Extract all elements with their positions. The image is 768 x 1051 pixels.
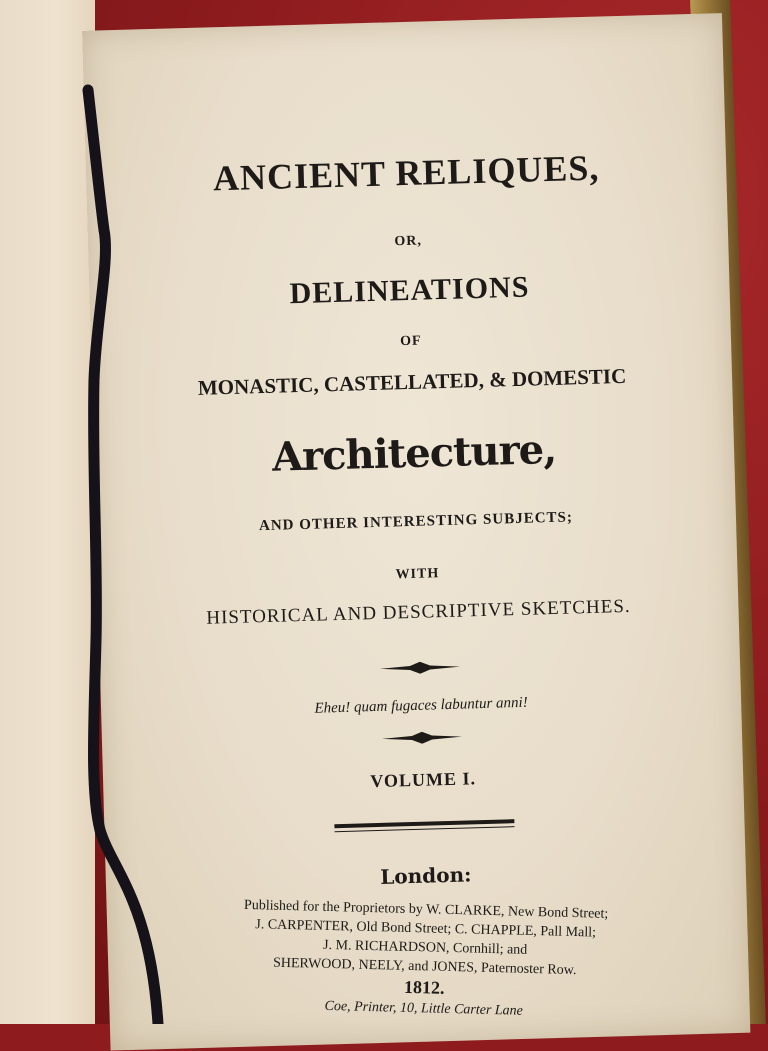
- book-subtitle: DELINEATIONS: [289, 270, 530, 311]
- title-page: [82, 13, 750, 1050]
- latin-motto: Eheu! quam fugaces labuntur anni!: [314, 694, 528, 717]
- imprint-place: London:: [379, 862, 472, 889]
- subtitle-line-monastic: MONASTIC, CASTELLATED, & DOMESTIC: [197, 363, 627, 400]
- imprint-year: 1812.: [403, 976, 445, 998]
- title-page-text: [82, 13, 750, 1030]
- ribbon-bookmark: [0, 0, 180, 1024]
- subtitle-line-other: AND OTHER INTERESTING SUBJECTS;: [258, 509, 574, 535]
- imprint-line: J. CARPENTER, Old Bond Street; C. CHAPPLE, Pall Mall;: [255, 917, 597, 941]
- title-or: OR,: [394, 233, 423, 250]
- double-rule: [334, 819, 514, 832]
- imprint-line: Published for the Proprietors by W. CLARKE, New Bond Street;: [243, 897, 609, 922]
- imprint-line: J. M. RICHARDSON, Cornhill; and: [322, 937, 528, 958]
- title-of: OF: [399, 333, 422, 350]
- volume-label: VOLUME I.: [370, 768, 477, 792]
- subtitle-line-historical: HISTORICAL AND DESCRIPTIVE SKETCHES.: [206, 595, 631, 629]
- ornament-divider-top: [380, 661, 460, 675]
- printer-line: Coe, Printer, 10, Little Carter Lane: [324, 998, 524, 1019]
- imprint-block: [104, 893, 747, 1027]
- subtitle-architecture: Architecture,: [271, 425, 557, 481]
- imprint-line: SHERWOOD, NEELY, and JONES, Paternoster Row.: [272, 955, 577, 979]
- book-title: ANCIENT RELIQUES,: [212, 147, 600, 199]
- ornament-divider-bottom: [382, 731, 462, 745]
- title-with: WITH: [395, 566, 440, 583]
